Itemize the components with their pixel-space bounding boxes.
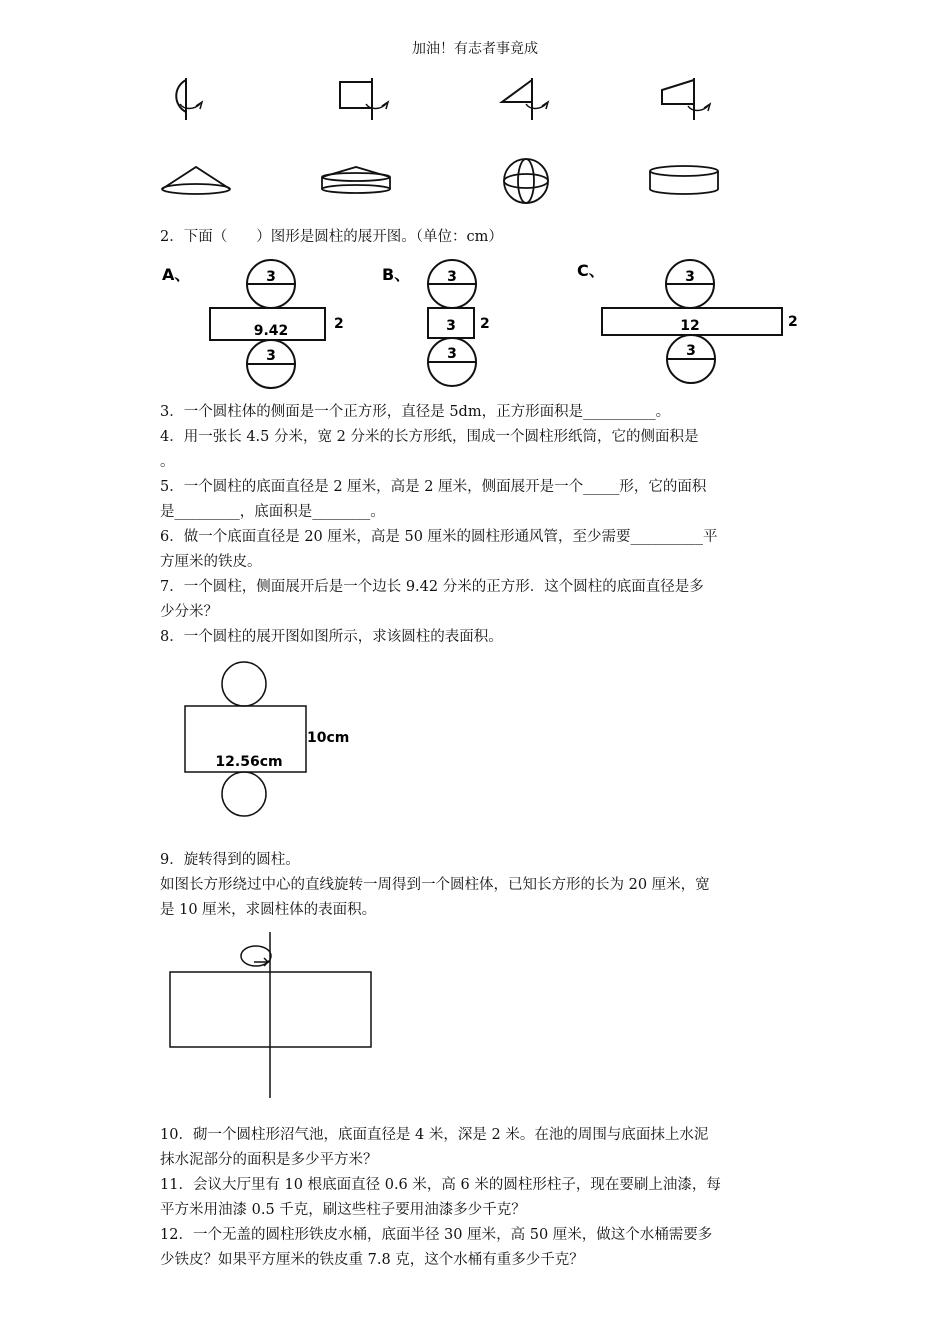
solids-figure: [150, 155, 750, 205]
option-c-label: C、: [577, 261, 605, 280]
question-9-text-cont: 是 10 厘米，求圆柱体的表面积。: [160, 902, 377, 918]
question-12-cont: 少铁皮？如果平方厘米的铁皮重 7.8 克，这个水桶有重多少千克？: [160, 1252, 584, 1268]
option-a-label: A、: [162, 265, 191, 284]
option-b-top-radius: 3: [447, 269, 457, 285]
option-c-rect-label: 12: [680, 318, 700, 334]
option-a-rect-label: 9.42: [253, 323, 289, 339]
option-c-height: 2: [788, 314, 798, 330]
q2-option-c: [575, 258, 805, 390]
option-a-bottom-radius: 3: [266, 348, 276, 364]
option-c-bottom-radius: 3: [686, 343, 696, 359]
question-11-cont: 平方米用油漆 0.5 千克，刷这些柱子要用油漆多少千克？: [160, 1202, 526, 1218]
question-6: 6．做一个底面直径是 20 厘米，高是 50 厘米的圆柱形通风管，至少需要__________平: [160, 529, 718, 545]
option-b-label: B、: [382, 265, 411, 284]
question-4-cont: 。: [160, 454, 175, 470]
option-a-height: 2: [334, 316, 344, 332]
option-b-rect-label: 3: [446, 318, 456, 334]
question-7: 7．一个圆柱，侧面展开后是一个边长 9.42 分米的正方形．这个圆柱的底面直径是多: [160, 579, 704, 595]
question-9: 9．旋转得到的圆柱。: [160, 852, 300, 868]
q2-option-a: [158, 258, 358, 390]
question-12: 12．一个无盖的圆柱形铁皮水桶，底面半径 30 厘米，高 50 厘米，做这个水桶需要多: [160, 1227, 713, 1243]
question-6-cont: 方厘米的铁皮。: [160, 554, 262, 570]
question-2: 2．下面（ ）图形是圆柱的展开图。（单位：cm）: [160, 229, 503, 245]
question-4: 4．用一张长 4.5 分米，宽 2 分米的长方形纸，围成一个圆柱形纸筒，它的侧面积是: [160, 429, 699, 445]
question-5: 5．一个圆柱的底面直径是 2 厘米，高是 2 厘米，侧面展开是一个_____形，它的面积: [160, 479, 707, 495]
question-3: 3．一个圆柱体的侧面是一个正方形，直径是 5dm，正方形面积是__________。: [160, 404, 671, 420]
question-10-cont: 抹水泥部分的面积是多少平方米？: [160, 1152, 378, 1168]
question-5-cont: 是_________，底面积是________。: [160, 504, 385, 520]
option-c-top-radius: 3: [685, 269, 695, 285]
question-11: 11．会议大厅里有 10 根底面直径 0.6 米，高 6 米的圆柱形柱子，现在要刷上油漆，每: [160, 1177, 721, 1193]
option-b-height: 2: [480, 316, 490, 332]
question-10: 10．砌一个圆柱形沼气池，底面直径是 4 米，深是 2 米。在池的周围与底面抹上水泥: [160, 1127, 709, 1143]
q8-height-label: 10cm: [307, 730, 350, 746]
q8-width-label: 12.56cm: [215, 754, 283, 770]
q8-cylinder-net: [180, 658, 360, 820]
question-8: 8．一个圆柱的展开图如图所示，求该圆柱的表面积。: [160, 629, 503, 645]
rotation-shapes-figure: [150, 70, 750, 130]
question-7-cont: 少分米？: [160, 604, 218, 620]
question-9-text: 如图长方形绕过中心的直线旋转一周得到一个圆柱体，已知长方形的长为 20 厘米，宽: [160, 877, 710, 893]
q2-option-b: [380, 258, 510, 390]
option-b-bottom-radius: 3: [447, 346, 457, 362]
page-header: 加油！有志者事竟成: [412, 41, 538, 57]
q9-rotation-figure: [160, 930, 380, 1100]
option-a-top-radius: 3: [266, 269, 276, 285]
